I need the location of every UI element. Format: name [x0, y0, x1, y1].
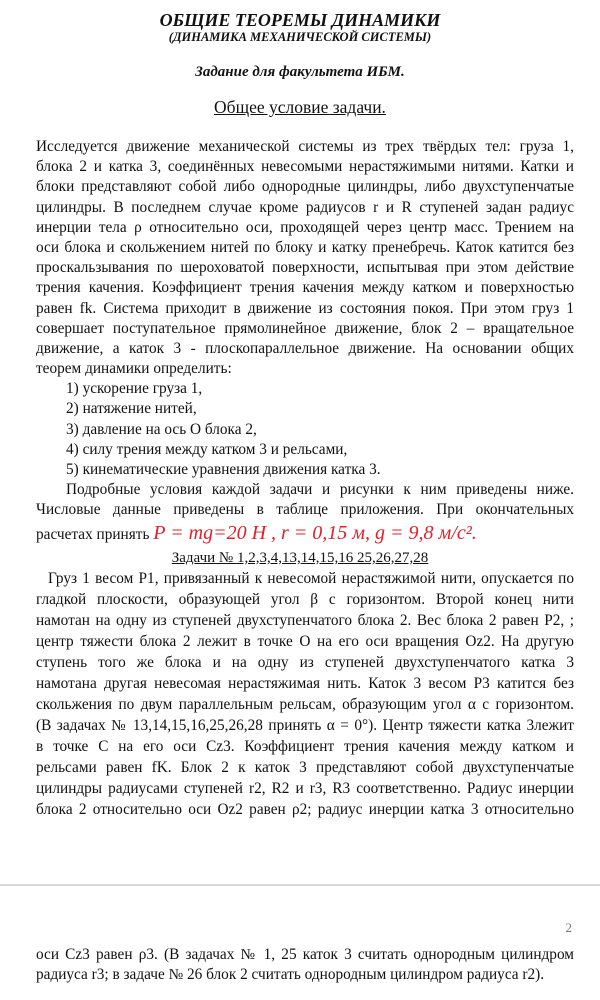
text-line: (В задачах № 13,14,15,16,25,26,28 принять α = 0°). Центр тяжести катка 3лежит: [36, 717, 574, 734]
general-heading: Общее условие задачи.: [214, 97, 386, 117]
text-line: совершает поступательное прямолинейное движение, блок 2 – вращательное: [36, 319, 574, 337]
text-line: трения качения. Коэффициент трения качения между катком и поверхностью: [36, 279, 574, 297]
list-item: 1) ускорение груза 1,: [66, 380, 203, 398]
text-line: движение, а каток 3 - плоскопараллельное движение. На основании общих: [36, 339, 574, 357]
section-text: [36, 568, 574, 820]
text-line: инерции тела ρ относительно оси, проходящей через центр масс. Трением на: [36, 218, 574, 236]
page-number: 2: [565, 920, 572, 935]
document-subtitle: (ДИНАМИКА МЕХАНИЧЕСКОЙ СИСТЕМЫ): [168, 30, 432, 44]
text-line: рельсами равен fK. Блок 2 к каток 3 представляют собой двухступенчатые: [36, 759, 574, 776]
text-line: ступень того же блока и на одну из ступеней двухступенчатого катка 3: [36, 654, 574, 671]
text-line: радиуса r3; в задаче № 26 блок 2 считать однородным цилиндром радиуса r2).: [36, 966, 545, 984]
text-line: проскальзывания по шероховатой поверхности, испытывая при этом действие: [36, 259, 574, 277]
next-page-text: [36, 945, 574, 985]
text-line: намотан на одну из ступеней двухступенчатого блока 2. Вес блока 2 равен P2, ;: [36, 612, 574, 629]
document-title: ОБЩИЕ ТЕОРЕМЫ ДИНАМИКИ: [159, 10, 441, 30]
list-item: 4) силу трения между катком 3 и рельсами,: [66, 440, 348, 458]
final-line: [36, 521, 574, 545]
text-line: Числовые данные приведены в таблице приложения. При окончательных: [36, 501, 574, 519]
text-line: теорем динамики определить:: [36, 360, 232, 378]
text-line: блока 2 относительно оси Oz2 равен ρ2; радиус инерции катка 3 относительно: [36, 801, 574, 818]
constants-formula: P = mg=20 H , r = 0,15 м, g = 9,8 м/с².: [153, 521, 477, 544]
text-line: гладкой плоскости, образующей угол β с горизонтом. Второй конец нити: [36, 591, 574, 608]
text-line: скольжения по двум параллельным рельсам, образующим угол α с горизонтом.: [36, 696, 574, 713]
list-item: 2) натяжение нитей,: [66, 400, 197, 418]
text-line: блока 2 и катка 3, соединённых невесомыми нерастяжимыми нитями. Катки и: [36, 158, 574, 176]
page-break: [0, 884, 600, 886]
text-line: равен fk. Система приходит в движение из состояния покоя. При этом груз 1: [36, 299, 574, 317]
text-line: оси Cz3 равен ρ3. (В задачах № 1, 25 каток 3 считать однородным цилиндром: [36, 946, 574, 963]
section-heading: Задачи № 1,2,3,4,13,14,15,16 25,26,27,28: [171, 550, 429, 566]
text-line: Груз 1 весом P1, привязанный к невесомой нерастяжимой нити, опускается по: [48, 570, 574, 587]
text-line: намотана другая невесомая нерастяжимая нить. Каток 3 весом P3 катится без: [36, 675, 574, 692]
list-item: 3) давление на ось O блока 2,: [66, 420, 257, 438]
text-line: блоки представляют собой либо однородные цилиндры, либо двухступенчатые: [36, 178, 574, 196]
text-line: оси блока и скольжением нитей по блоку и катку пренебречь. Каток катится без: [36, 238, 574, 256]
list-item: 5) кинематические уравнения движения катка 3.: [66, 461, 381, 478]
text-line: в точке C на его оси Cz3. Коэффициент трения качения между катком и: [36, 738, 574, 755]
assignment-label: Задание для факультета ИБМ.: [195, 64, 405, 80]
final-prefix: расчетах принять: [36, 525, 150, 543]
text-line: центр тяжести блока 2 лежит в точке O на его оси вращения Oz2. На другую: [36, 633, 574, 650]
text-line: цилиндры. В последнем случае кроме радиусов r и R ступеней задан радиус: [36, 198, 574, 216]
text-line: Подробные условия каждой задачи и рисунки к ним приведены ниже.: [66, 481, 574, 499]
text-line: Исследуется движение механической системы из трех твёрдых тел: груза 1,: [36, 138, 574, 155]
text-line: цилиндры радиусами ступеней r2, R2 и r3, R3 соответственно. Радиус инерции: [36, 780, 574, 797]
general-condition: [36, 137, 574, 545]
